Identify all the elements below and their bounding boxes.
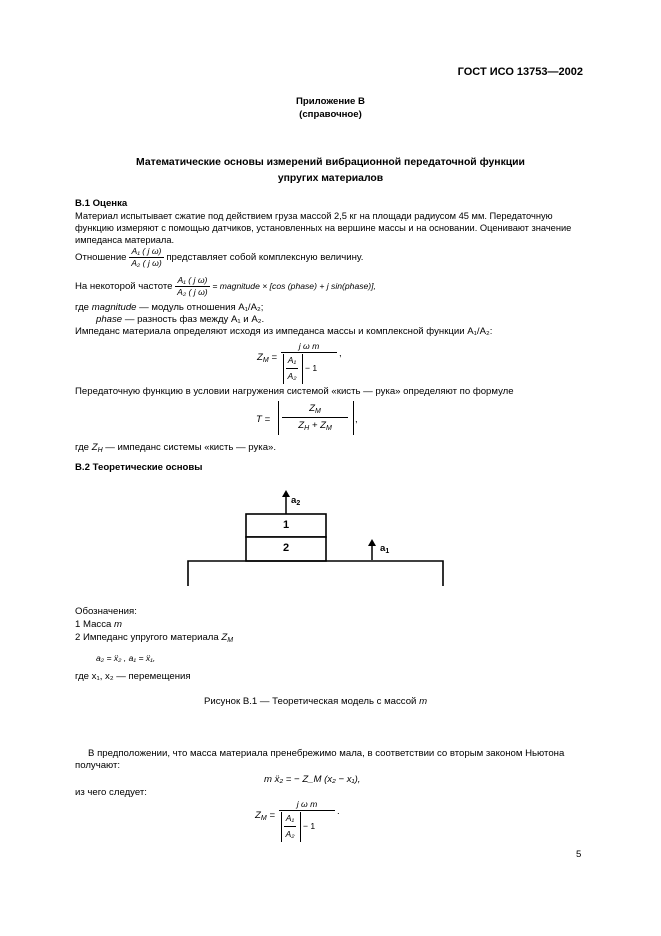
freq-rhs: = magnitude × [cos (phase) + j sin(phase)], — [212, 281, 376, 292]
eq1-bar — [281, 352, 337, 353]
page-number: 5 — [576, 849, 582, 860]
eq3-numerator: j ω m — [296, 799, 318, 809]
b1-line-3: импеданса материала. — [75, 235, 175, 245]
eq3-lhs: $Z_M$ = — [255, 810, 275, 822]
eq2-comma: , — [355, 414, 358, 425]
eq3-comma: . — [337, 806, 340, 817]
figure-mass-model — [180, 488, 450, 592]
eq1-numerator: j ω m — [298, 341, 320, 351]
ratio-numerator: A₁ ( j ω) — [129, 246, 164, 258]
eq1-a1: A₁ — [287, 355, 297, 365]
newton-line-1: В предположении, что масса материала пренебрежимо мала, в соответствии со вторым законом Ньютона — [88, 748, 565, 759]
eq1-tail: − 1 — [305, 363, 318, 373]
zh-where: где — [75, 442, 90, 453]
transfer-text: Передаточную функцию в условии нагружения системой «кисть — рука» определяют по формуле — [75, 386, 514, 397]
eq2-denominator: $Z_H + Z_M$ — [298, 420, 332, 432]
magnitude-definition: — модуль отношения A₁/A₂; — [139, 302, 264, 313]
eq3-inner-bar — [284, 826, 296, 827]
freq-fraction — [175, 275, 210, 298]
where-magnitude — [75, 302, 263, 314]
b1-line-1: Материал испытывает сжатие под действием груза массой 2,5 кг на площади радиусом 45 мм. Передаточную — [75, 211, 553, 221]
eq2-numerator: $Z_M$ — [309, 403, 321, 415]
where-phase — [96, 314, 264, 326]
eq2-lhs: T = — [256, 414, 271, 425]
doc-code: ГОСТ ИСО 13753—2002 — [457, 66, 583, 78]
figure-caption: Рисунок В.1 — Теоретическая модель с массой m — [204, 696, 428, 707]
freq-numerator: A₁ ( j ω) — [175, 275, 210, 287]
zh-text: — импеданс системы «кисть — рука». — [105, 442, 277, 453]
legend-item-2: 2 Импеданс упругого материала $Z_M$ — [75, 632, 234, 644]
phase-definition: — разность фаз между A₁ и A₂. — [124, 314, 265, 325]
eq3-bar — [279, 810, 335, 811]
eq2-bar — [282, 417, 348, 418]
label-a2: $a_2$ — [291, 495, 301, 507]
ratio-fraction — [129, 246, 164, 269]
newton-equation: m ẍ₂ = − Z_M (x₂ − x₁), — [264, 774, 361, 785]
impedance-text: Импеданс материала определяют исходя из импеданса массы и комплексной функции A₁/A₂: — [75, 326, 493, 337]
ratio-suffix: представляет собой комплексную величину. — [166, 252, 364, 264]
block-2-label: 2 — [282, 542, 290, 554]
eq3-tail: − 1 — [303, 821, 316, 831]
heading-line-1: Математические основы измерений вибрационной передаточной функции — [136, 157, 525, 168]
phase-word: phase — [96, 314, 123, 325]
eq3-a2: A₂ — [285, 829, 295, 839]
legend-item-1: 1 Масса m — [75, 619, 123, 630]
label-a1: $a_1$ — [380, 543, 390, 555]
ratio-denominator: A₂ ( j ω) — [131, 258, 162, 268]
eq1-inner-bar — [286, 368, 298, 369]
ratio-line — [75, 246, 363, 269]
eq1-comma: , — [339, 348, 342, 359]
annex-title: Приложение В — [296, 96, 365, 107]
freq-prefix: На некоторой частоте — [75, 281, 173, 293]
annex-subtitle: (справочное) — [299, 109, 362, 120]
follows-text: из чего следует: — [75, 787, 147, 798]
ratio-prefix: Отношение — [75, 252, 127, 264]
zh-definition — [75, 442, 276, 454]
newton-line-2: получают: — [75, 760, 121, 771]
accel-equation: a₂ = ẍ₂ , a₁ = ẍ₁, — [96, 653, 156, 663]
where-word: где — [75, 302, 90, 313]
block-1-label: 1 — [282, 519, 290, 531]
eq3-a1: A₁ — [285, 813, 295, 823]
displacement-note: где x₁, x₂ — перемещения — [75, 671, 191, 682]
b1-line-2: функцию измеряют с помощью датчиков, установленных на вершине массы и на основании. Оценивают значение — [75, 223, 572, 233]
zh-symbol: $Z_H$ — [91, 442, 103, 454]
magnitude-word: magnitude — [91, 302, 137, 313]
arrow-a1-head — [368, 539, 376, 546]
base-plate — [188, 561, 443, 586]
heading-line-2: упругих материалов — [277, 173, 384, 184]
arrow-a2-head — [282, 490, 290, 497]
frequency-line — [75, 275, 376, 298]
legend-title: Обозначения: — [75, 606, 137, 617]
section-b2-title: В.2 Теоретические основы — [75, 462, 203, 473]
section-b1-title: В.1 Оценка — [75, 198, 128, 209]
eq1-a2: A₂ — [287, 371, 297, 381]
freq-denominator: A₂ ( j ω) — [177, 287, 208, 297]
eq1-lhs: $Z_M$ = — [257, 352, 277, 364]
